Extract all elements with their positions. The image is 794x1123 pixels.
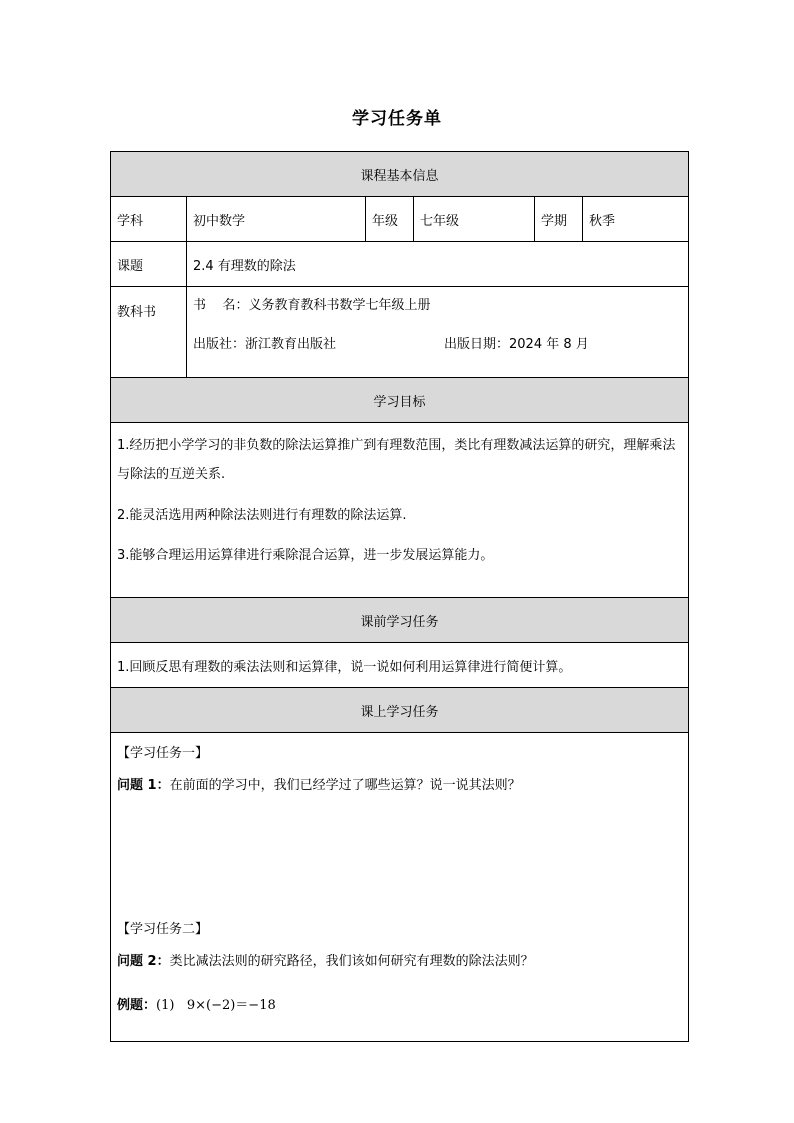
- task1-question-text: 在前面的学习中，我们已经学过了哪些运算？说一说其法则？: [169, 778, 521, 793]
- section-header-inclass: 课上学习任务: [111, 688, 689, 733]
- label-subject: 学科: [111, 197, 187, 242]
- answer-space: [117, 799, 682, 917]
- task-sheet-table: [110, 151, 689, 1042]
- inclass-cell: [111, 733, 689, 1042]
- label-topic: 课题: [111, 242, 187, 287]
- value-subject: 初中数学: [187, 197, 366, 242]
- example: [117, 993, 682, 1019]
- section-header-goals: 学习目标: [111, 378, 689, 423]
- task1-question-label: 问题 1：: [117, 778, 170, 793]
- goals-cell: [111, 423, 689, 598]
- example-label: 例题：: [117, 998, 157, 1013]
- section-header-preclass: 课前学习任务: [111, 598, 689, 643]
- textbook-publisher: 出版社：浙江教育出版社: [193, 337, 337, 352]
- label-grade: 年级: [366, 197, 414, 242]
- task1-heading: 【学习任务一】: [117, 746, 209, 761]
- task2-question-label: 问题 2：: [117, 954, 170, 969]
- textbook-publisher-line: [193, 330, 688, 360]
- goal-item-1: 1.经历把小学学习的非负数的除法运算推广到有理数范围，类比有理数减法运算的研究，理解乘法与除法的互逆关系.: [117, 438, 676, 482]
- task2-question-text: 类比减法法则的研究路径，我们该如何研究有理数的除法法则？: [169, 954, 534, 969]
- value-term: 秋季: [583, 197, 689, 242]
- example-text: (1) 9×(−2)＝−18: [156, 998, 276, 1013]
- task2-question: [117, 949, 682, 975]
- preclass-task: 1.回顾反思有理数的乘法法则和运算律，说一说如何利用运算律进行简便计算。: [111, 643, 689, 688]
- value-topic: 2.4 有理数的除法: [187, 242, 689, 287]
- page-title: 学习任务单: [352, 109, 442, 129]
- textbook-info: [187, 287, 689, 378]
- label-textbook: 教科书: [111, 287, 187, 378]
- label-term: 学期: [535, 197, 583, 242]
- task1-question: [117, 773, 682, 799]
- value-grade: 七年级: [414, 197, 535, 242]
- task2-heading: 【学习任务二】: [117, 922, 209, 937]
- section-header-basic: 课程基本信息: [111, 152, 689, 197]
- goal-item-2: 2.能灵活选用两种除法法则进行有理数的除法运算.: [117, 508, 407, 523]
- textbook-pub-date: 出版日期：2024 年 8 月: [444, 337, 589, 352]
- goal-item-3: 3.能够合理运用运算律进行乘除混合运算，进一步发展运算能力。: [117, 548, 494, 563]
- textbook-name: 书 名：义务教育教科书数学七年级上册: [193, 298, 431, 313]
